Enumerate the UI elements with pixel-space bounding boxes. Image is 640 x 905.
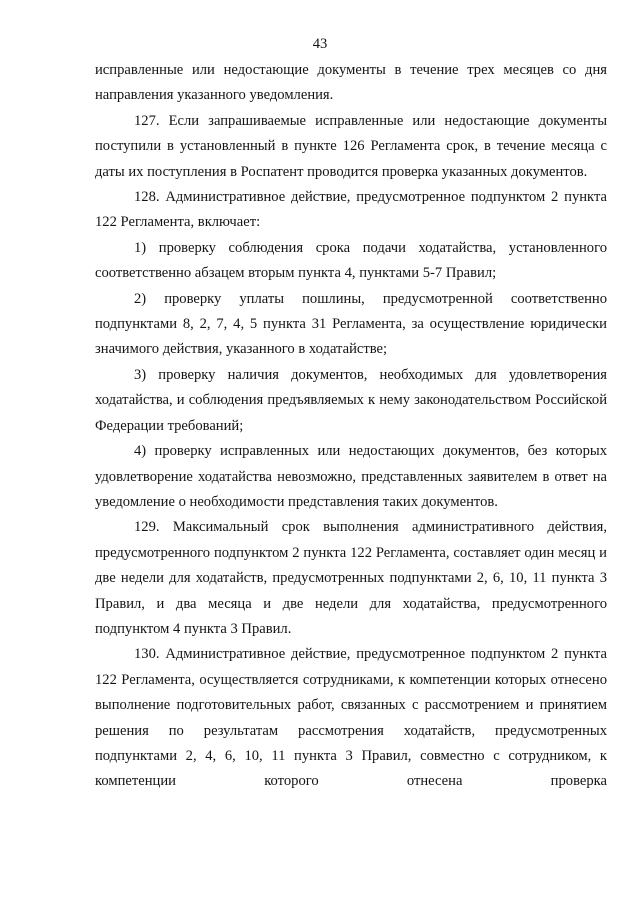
page-number: 43 — [312, 36, 328, 52]
paragraph-129: 129. Максимальный срок выполнения административного действия, предусмотренного подпунктом 2 пункта 122 Регламента, составляет один месяц и две недели для ходатайств, предусмотренных подпунктами 2, 6, 10, 11 пункта 3 Правил, и два месяца и две недели для ходатайства, предусмотренного подпунктом 4 пункта 3 Правил. — [95, 519, 607, 637]
paragraph-128: 128. Административное действие, предусмотренное подпунктом 2 пункта 122 Регламента, включает: — [95, 189, 607, 231]
list-item-4: 4) проверку исправленных или недостающих документов, без которых удовлетворение ходатайства невозможно, представленных заявителем в ответ на уведомление о необходимости представления таких документов. — [95, 443, 607, 510]
paragraph-130: 130. Административное действие, предусмотренное подпунктом 2 пункта 122 Регламента, осуществляется сотрудниками, к компетенции которых отнесено выполнение подготовительных работ, связанных с рассмотрением и принятием решения по результатам рассмотрения ходатайств, предусмотренных подпунктами 2, 4, 6, 10, 11 пункта 3 Правил, совместно с сотрудником, к компетенции которого отнесена проверка — [95, 646, 607, 790]
list-item-1: 1) проверку соблюдения срока подачи ходатайства, установленного соответственно абзацем вторым пункта 4, пунктами 5-7 Правил; — [95, 239, 607, 282]
document-body — [95, 58, 607, 795]
paragraph-continuation: исправленные или недостающие документы в течение трех месяцев со дня направления указанного уведомления. — [95, 62, 607, 104]
list-item-3: 3) проверку наличия документов, необходимых для удовлетворения ходатайства, и соблюдения предъявляемых к нему законодательством Российской Федерации требований; — [95, 366, 607, 434]
list-item-2: 2) проверку уплаты пошлины, предусмотренной соответственно подпунктами 8, 2, 7, 4, 5 пункта 31 Регламента, за осуществление юридически значимого действия, указанного в ходатайстве; — [95, 290, 607, 358]
paragraph-127: 127. Если запрашиваемые исправленные или недостающие документы поступили в установленный в пункте 126 Регламента срок, в течение месяца с даты их поступления в Роспатент проводится проверка указанных документов. — [95, 112, 607, 180]
